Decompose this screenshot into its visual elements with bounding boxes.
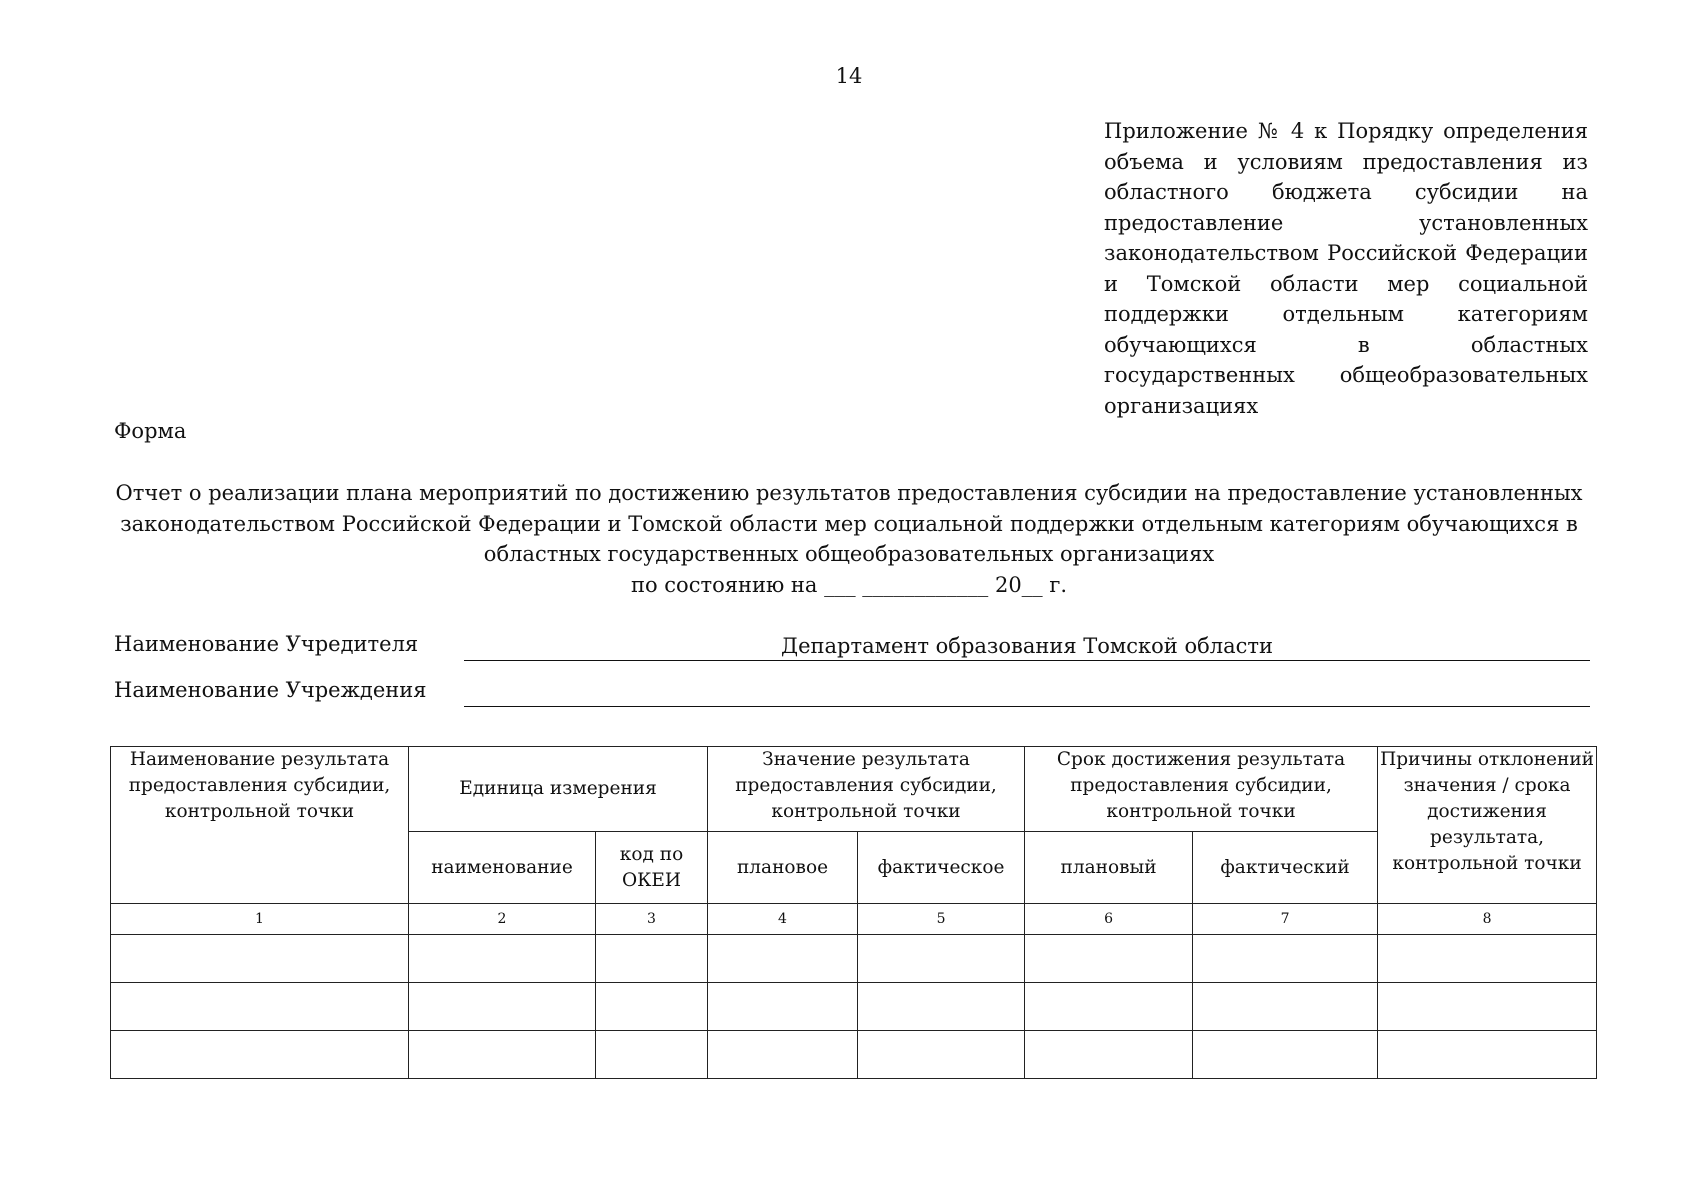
table-cell[interactable] <box>708 1031 858 1079</box>
table-cell[interactable] <box>596 983 708 1031</box>
institution-row <box>114 672 1590 708</box>
report-title-line: Отчет о реализации плана мероприятий по достижению результатов предоставления субсидии на предоставление установленных <box>115 481 1583 505</box>
table-cell[interactable] <box>1193 983 1378 1031</box>
column-number: 3 <box>596 904 708 935</box>
table-cell[interactable] <box>858 935 1025 983</box>
founder-row <box>114 626 1590 662</box>
column-number: 4 <box>708 904 858 935</box>
header-unit-code: код по ОКЕИ <box>596 832 708 904</box>
column-number: 1 <box>111 904 409 935</box>
column-number: 6 <box>1025 904 1193 935</box>
table-row <box>111 1031 1597 1079</box>
column-number: 7 <box>1193 904 1378 935</box>
table-row <box>111 983 1597 1031</box>
table-cell[interactable] <box>111 1031 409 1079</box>
header-unit: Единица измерения <box>409 747 708 832</box>
table-row <box>111 935 1597 983</box>
column-number-row <box>111 904 1597 935</box>
report-title <box>100 478 1598 600</box>
table-cell[interactable] <box>708 935 858 983</box>
table-cell[interactable] <box>1193 935 1378 983</box>
table-cell[interactable] <box>1378 935 1597 983</box>
header-deadline: Срок достижения результата предоставления субсидии, контрольной точки <box>1025 747 1378 832</box>
header-deadline-planned: плановый <box>1025 832 1193 904</box>
header-deadline-actual: фактический <box>1193 832 1378 904</box>
column-number: 5 <box>858 904 1025 935</box>
table-cell[interactable] <box>708 983 858 1031</box>
column-number: 2 <box>409 904 596 935</box>
header-unit-name: наименование <box>409 832 596 904</box>
table-cell[interactable] <box>409 1031 596 1079</box>
institution-label: Наименование Учреждения <box>114 678 427 702</box>
appendix-note: Приложение № 4 к Порядку определения объема и условиям предоставления из областного бюджета субсидии на предоставление установленных законодательством Российской Федерации и Томской области мер социальной поддержки отдельным категориям обучающихся в областных государственных общеобразовательных организациях <box>1104 119 1588 418</box>
report-title-line: областных государственных общеобразовательных организациях <box>483 542 1215 566</box>
header-value-planned: плановое <box>708 832 858 904</box>
table-cell[interactable] <box>1378 983 1597 1031</box>
table-cell[interactable] <box>409 935 596 983</box>
table-cell[interactable] <box>409 983 596 1031</box>
table-cell[interactable] <box>1378 1031 1597 1079</box>
page-number: 14 <box>835 64 863 88</box>
report-table <box>110 746 1597 1079</box>
header-result-name: Наименование результата предоставления субсидии, контрольной точки <box>111 747 409 904</box>
report-title-line: законодательством Российской Федерации и Томской области мер социальной поддержки отдельным категориям обучающихся в <box>120 511 1578 536</box>
header-value-actual: фактическое <box>858 832 1025 904</box>
header-reasons: Причины отклонений значения / срока достижения результата, контрольной точки <box>1378 747 1597 904</box>
report-date-line: по состоянию на ___ ____________ 20__ г. <box>630 572 1068 597</box>
table-cell[interactable] <box>1025 935 1193 983</box>
table-cell[interactable] <box>596 935 708 983</box>
header-value: Значение результата предоставления субсидии, контрольной точки <box>708 747 1025 832</box>
table-cell[interactable] <box>1025 983 1193 1031</box>
form-label: Форма <box>114 419 187 443</box>
table-cell[interactable] <box>858 983 1025 1031</box>
table-cell[interactable] <box>596 1031 708 1079</box>
table-cell[interactable] <box>858 1031 1025 1079</box>
column-number: 8 <box>1378 904 1597 935</box>
table-cell[interactable] <box>111 983 409 1031</box>
founder-field[interactable]: Департамент образования Томской области <box>464 626 1590 661</box>
table-cell[interactable] <box>1193 1031 1378 1079</box>
founder-label: Наименование Учредителя <box>114 632 419 656</box>
table-cell[interactable] <box>111 935 409 983</box>
institution-field[interactable] <box>464 672 1590 707</box>
table-cell[interactable] <box>1025 1031 1193 1079</box>
